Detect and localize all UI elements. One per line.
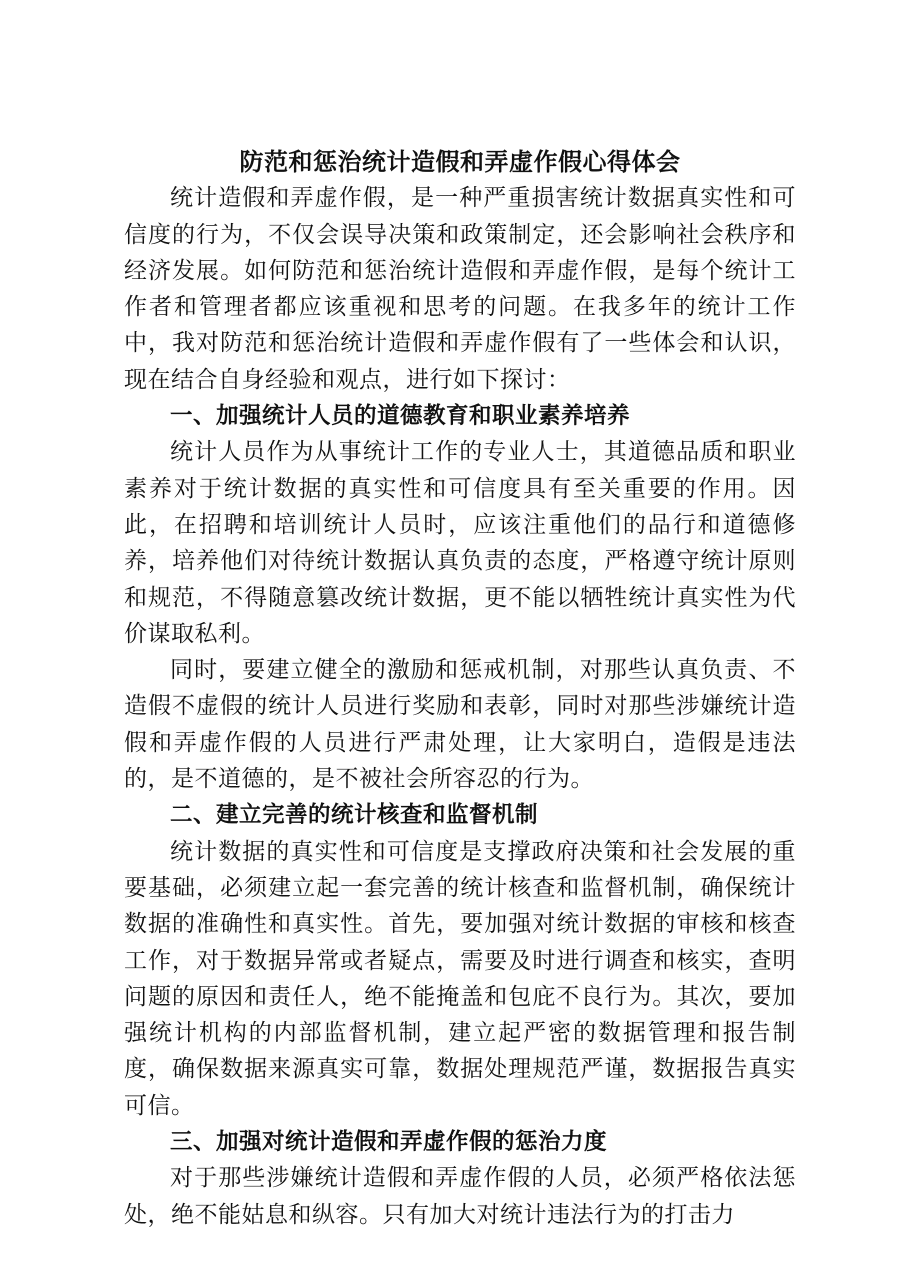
section-3-heading: 三、加强对统计造假和弄虚作假的惩治力度 <box>170 1129 608 1156</box>
section-3-paragraph-1: 对于那些涉嫌统计造假和弄虚作假的人员，必须严格依法惩处，绝不能姑息和纵容。只有加大对统计违法行为的打击力 <box>124 1165 796 1228</box>
document-body <box>124 144 796 1233</box>
section-1-paragraph-1: 统计人员作为从事统计工作的专业人士，其道德品质和职业素养对于统计数据的真实性和可信度具有至关重要的作用。因此，在招聘和培训统计人员时，应该注重他们的品行和道德修养，培养他们对待统计数据认真负责的态度，严格遵守统计原则和规范，不得随意篡改统计数据，更不能以牺牲统计真实性为代价谋取私利。 <box>124 439 796 647</box>
intro-paragraph: 统计造假和弄虚作假，是一种严重损害统计数据真实性和可信度的行为，不仅会误导决策和政策制定，还会影响社会秩序和经济发展。如何防范和惩治统计造假和弄虚作假，是每个统计工作者和管理者都应该重视和思考的问题。在我多年的统计工作中，我对防范和惩治统计造假和弄虚作假有了一些体会和认识，现在结合自身经验和观点，进行如下探讨： <box>124 185 796 393</box>
section-1-heading: 一、加强统计人员的道德教育和职业素养培养 <box>170 403 631 430</box>
section-2-heading: 二、建立完善的统计核查和监督机制 <box>170 802 539 829</box>
section-2-paragraph-1: 统计数据的真实性和可信度是支撑政府决策和社会发展的重要基础，必须建立起一套完善的统计核查和监督机制，确保统计数据的准确性和真实性。首先，要加强对统计数据的审核和核查工作，对于数据异常或者疑点，需要及时进行调查和核实，查明问题的原因和责任人，绝不能掩盖和包庇不良行为。其次，要加强统计机构的内部监督机制，建立起严密的数据管理和报告制度，确保数据来源真实可靠，数据处理规范严谨，数据报告真实可信。 <box>124 838 796 1119</box>
section-1-paragraph-2: 同时，要建立健全的激励和惩戒机制，对那些认真负责、不造假不虚假的统计人员进行奖励和表彰，同时对那些涉嫌统计造假和弄虚作假的人员进行严肃处理，让大家明白，造假是违法的，是不道德的，是不被社会所容忍的行为。 <box>124 657 796 793</box>
document-title: 防范和惩治统计造假和弄虚作假心得体会 <box>239 148 681 176</box>
